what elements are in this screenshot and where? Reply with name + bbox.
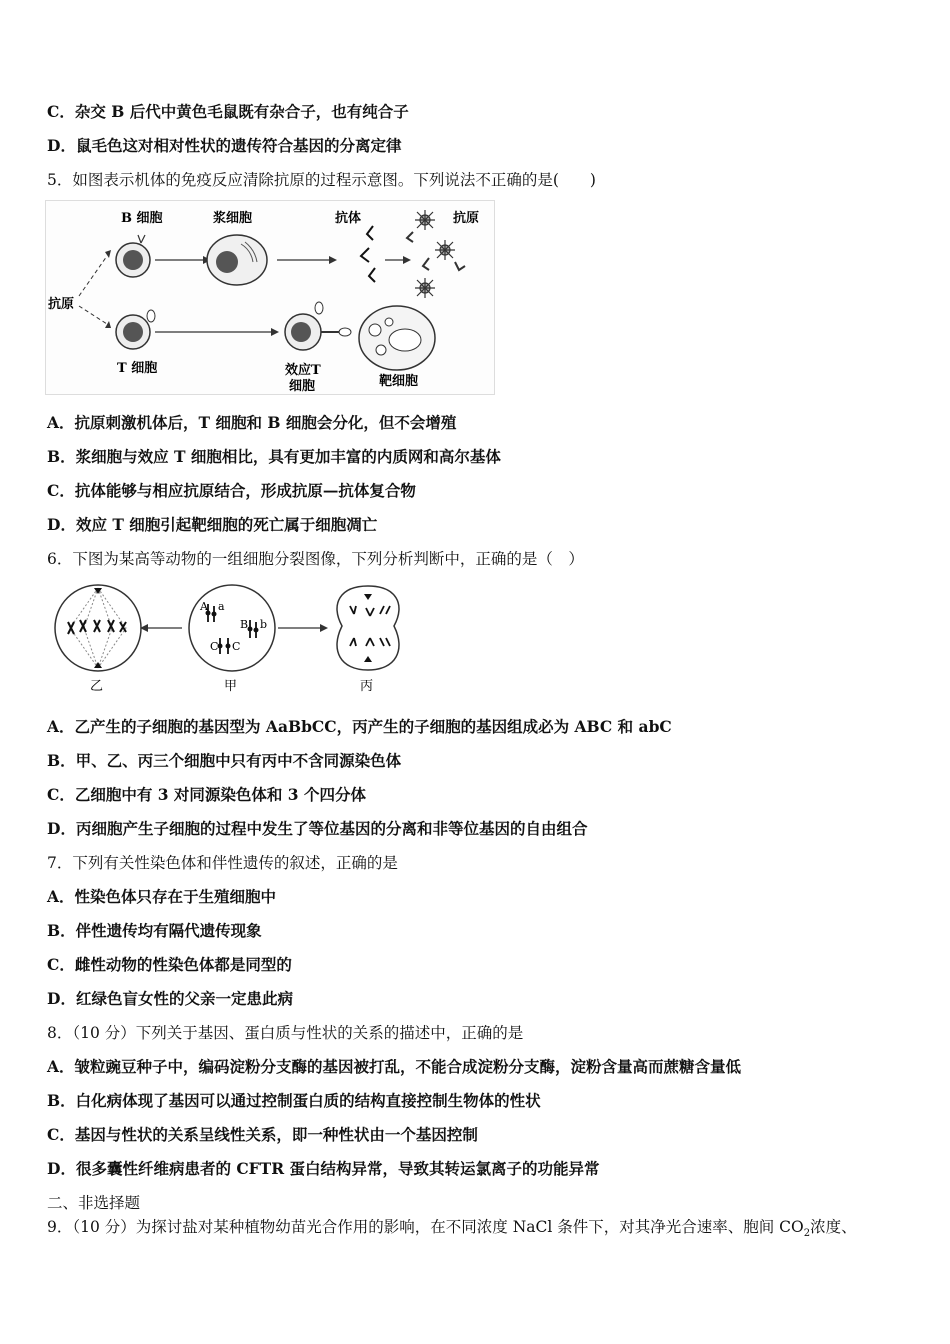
q6-stem: 6．下图为某高等动物的一组细胞分裂图像，下列分析判断中，正确的是（ ） [47, 550, 584, 568]
label-yi: 乙 [90, 679, 104, 694]
q8-option-c: C．基因与性状的关系呈线性关系，即一种性状由一个基因控制 [47, 1125, 478, 1144]
label-effector-t-line1: 效应T [285, 363, 321, 378]
q7-option-b: B．伴性遗传均有隔代遗传现象 [47, 921, 262, 940]
cell-division-figure [50, 580, 410, 695]
q5-option-d: D．效应 T 细胞引起靶细胞的死亡属于细胞凋亡 [47, 515, 378, 534]
q9-stem-sub: 2 [803, 1228, 811, 1240]
immune-response-figure [45, 200, 495, 395]
q5-stem: 5．如图表示机体的免疫反应清除抗原的过程示意图。下列说法不正确的是( ) [47, 171, 596, 189]
q8-option-a: A．皱粒豌豆种子中，编码淀粉分支酶的基因被打乱，不能合成淀粉分支酶，淀粉含量高而蔗糖含量低 [47, 1057, 742, 1076]
label-target-cell: 靶细胞 [379, 374, 419, 389]
label-jia: 甲 [224, 679, 238, 694]
label-effector-t-line2: 细胞 [289, 379, 316, 394]
q7-option-a: A．性染色体只存在于生殖细胞中 [47, 887, 277, 906]
label-t-cell: T 细胞 [117, 361, 158, 376]
q5-option-c: C．抗体能够与相应抗原结合，形成抗原—抗体复合物 [47, 481, 416, 500]
q6-option-c: C．乙细胞中有 3 对同源染色体和 3 个四分体 [47, 785, 366, 804]
label-antigen-left: 抗原 [48, 297, 75, 312]
q7-stem: 7．下列有关性染色体和伴性遗传的叙述，正确的是 [47, 854, 398, 872]
q8-option-d: D．很多囊性纤维病患者的 CFTR 蛋白结构异常，导致其转运氯离子的功能异常 [47, 1159, 600, 1178]
gene-C1: C [210, 640, 219, 653]
gene-B: B [240, 618, 249, 631]
gene-C2: C [232, 640, 241, 653]
label-bing: 丙 [360, 679, 374, 694]
q9-stem-pre: 9．（10 分）为探讨盐对某种植物幼苗光合作用的影响，在不同浓度 NaCl 条件下，对其净光合速率、胞间 CO [47, 1218, 804, 1236]
q9-stem-post: 浓度、 [810, 1218, 857, 1236]
plasma-cell-icon [207, 235, 267, 285]
cell-bing-icon [337, 586, 399, 670]
q6-option-a: A．乙产生的子细胞的基因型为 AaBbCC，丙产生的子细胞的基因组成必为 ABC 和 abC [47, 717, 672, 736]
q8-stem: 8．（10 分）下列关于基因、蛋白质与性状的关系的描述中，正确的是 [47, 1024, 524, 1042]
q4-option-d: D．鼠毛色这对相对性状的遗传符合基因的分离定律 [47, 136, 402, 155]
cell-yi-icon [55, 585, 141, 671]
label-b-cell: B 细胞 [121, 211, 163, 226]
label-plasma-cell: 浆细胞 [213, 211, 253, 226]
q6-option-d: D．丙细胞产生子细胞的过程中发生了等位基因的分离和非等位基因的自由组合 [47, 819, 588, 838]
q8-option-b: B．白化病体现了基因可以通过控制蛋白质的结构直接控制生物体的性状 [47, 1091, 541, 1110]
gene-a: a [218, 600, 225, 613]
q6-option-b: B．甲、乙、丙三个细胞中只有丙中不含同源染色体 [47, 751, 402, 770]
q9-stem [47, 1217, 857, 1244]
gene-A: A [200, 600, 208, 613]
q5-option-b: B．浆细胞与效应 T 细胞相比，具有更加丰富的内质网和高尔基体 [47, 447, 501, 466]
q4-option-c: C．杂交 B 后代中黄色毛鼠既有杂合子，也有纯合子 [47, 102, 409, 121]
q5-option-a: A．抗原刺激机体后，T 细胞和 B 细胞会分化，但不会增殖 [47, 413, 457, 432]
section-title: 二、非选择题 [47, 1194, 141, 1212]
q7-option-d: D．红绿色盲女性的父亲一定患此病 [47, 989, 293, 1008]
gene-b: b [260, 618, 268, 631]
label-antibody: 抗体 [335, 211, 362, 226]
q7-option-c: C．雌性动物的性染色体都是同型的 [47, 955, 292, 974]
label-antigen-right: 抗原 [453, 211, 480, 226]
target-cell-icon [359, 306, 435, 370]
